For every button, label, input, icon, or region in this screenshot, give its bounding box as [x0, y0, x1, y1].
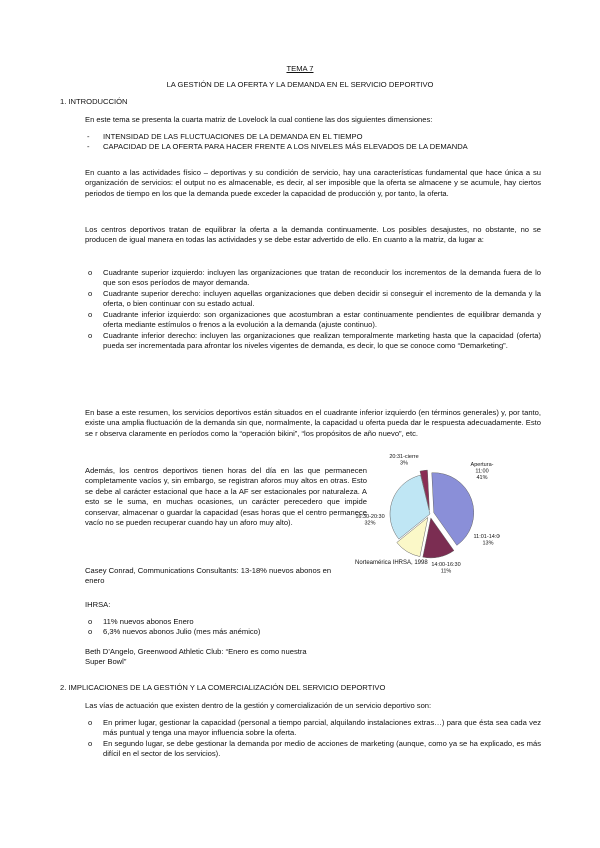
paragraph-output: En cuanto a las actividades físico – deportivas y su condición de servicio, hay una características fundamental que hace única a su organización de servicios: el output no es almacenable, es decir, al ser imposible que la oferta se almacene y se acumule, hay ciertos periodos de tiempo en los que la demanda puede exceder la capacidad de producción y, por tanto, la oferta.	[85, 168, 541, 198]
intro-paragraph: En este tema se presenta la cuarta matriz de Lovelock la cual contiene las dos siguientes dimensiones:	[85, 115, 433, 124]
section-heading-implications: 2. IMPLICACIONES DE LA GESTIÓN Y LA COMERCIALIZACIÓN DEL SERVICIO DEPORTIVO	[60, 683, 386, 692]
paragraph-hours: Además, los centros deportivos tienen horas del día en las que permanecen completamente vacíos y, sin embargo, se registran aforos muy altos en otras. Esto se debe al carácter estacional que hace a la AF ser estacionales por naturaleza. A esto se le suma, en muchas ocasiones, un carácter perecedero que impide conservar, almacenar o guardar la capacidad (esas horas que el centro permanece vacío no se pueden recuperar cuando hay un aforo muy alto).	[85, 466, 367, 528]
paragraph-equilibrium: Los centros deportivos tratan de equilibrar la oferta a la demanda continuamente. Los posibles desajustes, no obstante, no se producen de igual manera en todas las actividades y se debe estar advertido de ello. En cuanto a la matriz, da lugar a:	[85, 225, 541, 245]
list-item: o Cuadrante superior derecho: incluyen aquellas organizaciones que deben decidir si conseguir el incremento de la demanda y la oferta, o bien continuar con su estado actual.	[85, 289, 541, 310]
casey-quote: Casey Conrad, Communications Consultants: 13-18% nuevos abonos en enero	[85, 566, 332, 586]
slice-label: 20:31-cierre 3%	[389, 454, 419, 467]
quadrants-list	[85, 268, 541, 352]
slice-label: Apertura-11:00 41%	[470, 462, 494, 481]
ihrsa-list	[85, 617, 385, 638]
page-title: LA GESTIÓN DE LA OFERTA Y LA DEMANDA EN EL SERVICIO DEPORTIVO	[166, 80, 434, 89]
ihrsa-label: IHRSA:	[85, 600, 111, 609]
section-heading-intro: 1. INTRODUCCIÓN	[60, 97, 128, 106]
topic-number: TEMA 7	[286, 64, 314, 73]
implications-intro: Las vías de actuación que existen dentro de la gestión y comercialización de un servicio deportivo son:	[85, 701, 432, 710]
list-item: o Cuadrante inferior derecho: incluyen las organizaciones que realizan temporalmente marketing hasta que la capacidad (oferta) pueda ser incrementada para afrontar los niveles vigentes de demanda, es decir, lo que se conoce como “Demarketing”.	[85, 331, 541, 352]
slice-label: 14:00-16:30 11%	[431, 562, 461, 575]
list-item: o En segundo lugar, se debe gestionar la demanda por medio de acciones de marketing (aunque, como ya se ha explicado, es más difícil en el sector de los servicios).	[85, 739, 541, 760]
list-item: o Cuadrante inferior izquierdo: son organizaciones que acostumbran a estar continuamente pendientes de equilibrar demanda y oferta mediante estímulos o frenos a la evolución a la demanda (ajuste continuo).	[85, 310, 541, 331]
beth-quote: Beth D’Angelo, Greenwood Athletic Club: “Enero es como nuestra Super Bowl”	[85, 647, 307, 667]
chart-source: Norteamérica IHRSA, 1998	[355, 560, 428, 566]
implications-list	[85, 718, 541, 760]
list-item: o 6,3% nuevos abonos Julio (mes más anémico)	[85, 627, 385, 637]
list-item: o En primer lugar, gestionar la capacidad (personal a tiempo parcial, alquilando instalaciones extras…) para que ésta sea cada vez más puntual y tenga una mayor influencia sobre la oferta.	[85, 718, 541, 739]
slice-label: 11:01-14:00 13%	[473, 534, 500, 547]
paragraph-summary: En base a este resumen, los servicios deportivos están situados en el cuadrante inferior izquierdo (en términos generales) y, por tanto, existe una amplia fluctuación de la demanda sin que, normalmente, la capacidad u oferta pueda dar le respuesta adecuadamente. Esto se r observa claramente en períodos como la “operación bikini”, “los propósitos de año nuevo”, etc.	[85, 408, 541, 438]
list-item: - CAPACIDAD DE LA OFERTA PARA HACER FRENTE A LOS NIVELES MÁS ELEVADOS DE LA DEMANDA	[85, 142, 545, 152]
list-item: - INTENSIDAD DE LAS FLUCTUACIONES DE LA DEMANDA EN EL TIEMPO	[85, 132, 545, 142]
list-item: o Cuadrante superior izquierdo: incluyen las organizaciones que tratan de reconducir los incrementos de la demanda fuera de lo que son esos períodos de mayor demanda.	[85, 268, 541, 289]
slice-label: 16:30-20:30 32%	[355, 514, 385, 527]
list-item: o 11% nuevos abonos Enero	[85, 617, 385, 627]
dimensions-list	[85, 132, 545, 153]
